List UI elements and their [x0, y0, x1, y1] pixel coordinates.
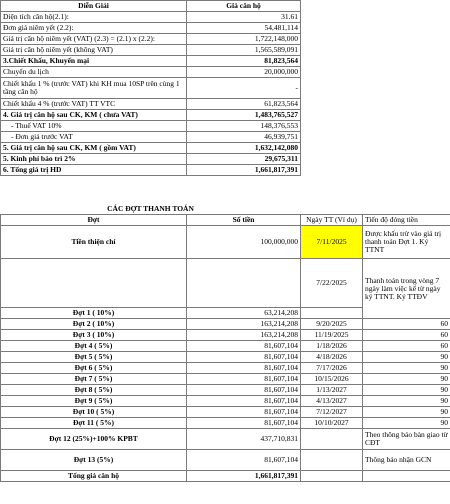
dot-label: Tiền thiện chí	[1, 226, 187, 259]
row-value: 1,632,142,080	[187, 143, 301, 154]
table-row	[1, 407, 450, 418]
payment-note: 90	[363, 352, 450, 363]
header-dot: Đợt	[1, 215, 187, 226]
table-row	[1, 363, 450, 374]
payment-date: 7/12/2027	[301, 407, 363, 418]
payment-note: 90	[363, 396, 450, 407]
header-ngay-tt: Ngày TT (Ví dụ)	[301, 215, 363, 226]
row-value: 1,722,148,000	[187, 34, 301, 45]
header-tien-do: Tiến độ đóng tiền	[363, 215, 450, 226]
payment-date: 7/11/2025	[301, 226, 363, 259]
amount: 81,607,104	[187, 450, 301, 471]
dot-label: Đợt 5 ( 5%)	[1, 352, 187, 363]
row-value: 31.61	[187, 12, 301, 23]
payment-schedule-table	[0, 204, 450, 482]
payment-note: Thông báo nhận GCN	[363, 450, 450, 471]
row-label: - Thuế VAT 10%	[1, 121, 187, 132]
amount: 63,214,208	[187, 308, 301, 319]
payment-note: Được khấu trừ vào giá trị thanh toán Đợt 1. Ký TTNT	[363, 226, 450, 259]
row-label: 5. Kinh phí bảo trì 2%	[1, 154, 187, 165]
payment-note: Theo thông báo bàn giao từ CĐT	[363, 429, 450, 450]
table-row	[1, 429, 450, 450]
row-label: Chuyển du lịch	[1, 67, 187, 78]
payment-title-row	[1, 204, 450, 215]
dot-label: Đợt 8 ( 5%)	[1, 385, 187, 396]
table-row	[1, 450, 450, 471]
payment-note: 90	[363, 407, 450, 418]
row-value: 81,823,564	[187, 56, 301, 67]
total-label: Tổng giá căn hộ	[1, 471, 187, 482]
row-value: 1,661,817,391	[187, 165, 301, 176]
amount: 81,607,104	[187, 352, 301, 363]
price-summary-header	[1, 1, 301, 12]
amount: 100,000,000	[187, 226, 301, 259]
table-row	[1, 12, 301, 23]
header-dien-giai: Diễn Giải	[1, 1, 187, 12]
dot-label: Đợt 3 ( 10%)	[1, 330, 187, 341]
row-value: 61,823,564	[187, 99, 301, 110]
dot-label: Đợt 10 ( 5%)	[1, 407, 187, 418]
row-value: 20,000,000	[187, 67, 301, 78]
amount	[187, 259, 301, 308]
payment-note: 90	[363, 374, 450, 385]
payment-date	[301, 471, 363, 482]
payment-date: 10/10/2027	[301, 418, 363, 429]
table-row	[1, 330, 450, 341]
dot-label	[1, 259, 187, 308]
table-row	[1, 67, 301, 78]
amount: 81,607,104	[187, 407, 301, 418]
payment-date: 4/13/2027	[301, 396, 363, 407]
table-row	[1, 99, 301, 110]
payment-title: CÁC ĐỢT THANH TOÁN	[107, 204, 194, 213]
payment-header	[1, 215, 450, 226]
payment-note: 90	[363, 418, 450, 429]
row-value: 148,376,553	[187, 121, 301, 132]
payment-date: 7/17/2026	[301, 363, 363, 374]
payment-note	[363, 471, 450, 482]
table-row	[1, 154, 301, 165]
amount: 81,607,104	[187, 374, 301, 385]
payment-date: 4/18/2026	[301, 352, 363, 363]
dot-label: Đợt 7 ( 5%)	[1, 374, 187, 385]
dot-label: Đợt 9 ( 5%)	[1, 396, 187, 407]
row-label: Đơn giá niêm yết (2.2):	[1, 23, 187, 34]
row-value: 1,483,765,527	[187, 110, 301, 121]
table-row	[1, 226, 450, 259]
amount: 81,607,104	[187, 341, 301, 352]
row-value: -	[187, 78, 301, 99]
table-row	[1, 471, 450, 482]
table-row	[1, 110, 301, 121]
dot-label: Đợt 4 ( 5%)	[1, 341, 187, 352]
header-gia-can-ho: Giá căn hộ	[187, 1, 301, 12]
total-amount: 1,661,817,391	[187, 471, 301, 482]
payment-date	[301, 429, 363, 450]
row-label: Giá trị căn hộ niêm yết (VAT) (2.3) = (2.1) x (2.2):	[1, 34, 187, 45]
payment-date: 7/22/2025	[301, 259, 363, 308]
dot-label: Đợt 2 ( 10%)	[1, 319, 187, 330]
payment-date: 1/13/2027	[301, 385, 363, 396]
table-row	[1, 385, 450, 396]
row-value: 54,481,114	[187, 23, 301, 34]
row-label: 5. Giá trị căn hộ sau CK, KM ( gồm VAT)	[1, 143, 187, 154]
payment-note: Thanh toán trong vòng 7 ngày làm việc kể từ ngày ký TTNT. Ký TTĐV	[363, 259, 450, 319]
amount: 81,607,104	[187, 396, 301, 407]
row-label: Chiết khấu 4 % (trước VAT) TT VTC	[1, 99, 187, 110]
payment-date: 11/19/2025	[301, 330, 363, 341]
table-row	[1, 259, 450, 308]
payment-note: 90	[363, 363, 450, 374]
amount: 437,710,831	[187, 429, 301, 450]
payment-date: 1/18/2026	[301, 341, 363, 352]
payment-note: 60	[363, 319, 450, 330]
amount: 163,214,208	[187, 330, 301, 341]
amount: 163,214,208	[187, 319, 301, 330]
row-label: Chiết khấu 1 % (trước VAT) khi KH mua 10SP trên cùng 1 tầng căn hộ	[1, 78, 187, 99]
row-label: 4. Giá trị căn hộ sau CK, KM ( chưa VAT)	[1, 110, 187, 121]
table-row	[1, 23, 301, 34]
row-value: 1,565,589,091	[187, 45, 301, 56]
table-row	[1, 121, 301, 132]
row-label: 3.Chiết Khấu, Khuyến mại	[1, 56, 187, 67]
payment-date	[301, 450, 363, 471]
price-summary-table	[0, 0, 301, 176]
row-label: - Đơn giá trước VAT	[1, 132, 187, 143]
dot-label: Đợt 11 ( 5%)	[1, 418, 187, 429]
payment-date: 9/20/2025	[301, 319, 363, 330]
amount: 81,607,104	[187, 418, 301, 429]
payment-date: 10/15/2026	[301, 374, 363, 385]
table-row	[1, 374, 450, 385]
dot-label: Đợt 6 ( 5%)	[1, 363, 187, 374]
table-row	[1, 396, 450, 407]
payment-note: 90	[363, 385, 450, 396]
payment-note: 60	[363, 341, 450, 352]
table-row	[1, 132, 301, 143]
payment-date	[301, 308, 363, 319]
row-label: 6. Tổng giá trị HD	[1, 165, 187, 176]
table-row	[1, 143, 301, 154]
dot-label: Đợt 12 (25%)+100% KPBT	[1, 429, 187, 450]
table-row	[1, 45, 301, 56]
row-label: Diện tích căn hộ(2.1):	[1, 12, 187, 23]
row-value: 29,675,311	[187, 154, 301, 165]
dot-label: Đợt 1 ( 10%)	[1, 308, 187, 319]
amount: 81,607,104	[187, 363, 301, 374]
amount: 81,607,104	[187, 385, 301, 396]
table-row	[1, 341, 450, 352]
table-row	[1, 352, 450, 363]
row-value: 46,939,751	[187, 132, 301, 143]
header-so-tien: Số tiền	[187, 215, 301, 226]
dot-label: Đợt 13 (5%)	[1, 450, 187, 471]
payment-note: 60	[363, 330, 450, 341]
table-row	[1, 319, 450, 330]
table-row	[1, 165, 301, 176]
table-row	[1, 418, 450, 429]
row-label: Giá trị căn hộ niêm yết (không VAT)	[1, 45, 187, 56]
table-row	[1, 34, 301, 45]
table-row	[1, 78, 301, 99]
table-row	[1, 56, 301, 67]
